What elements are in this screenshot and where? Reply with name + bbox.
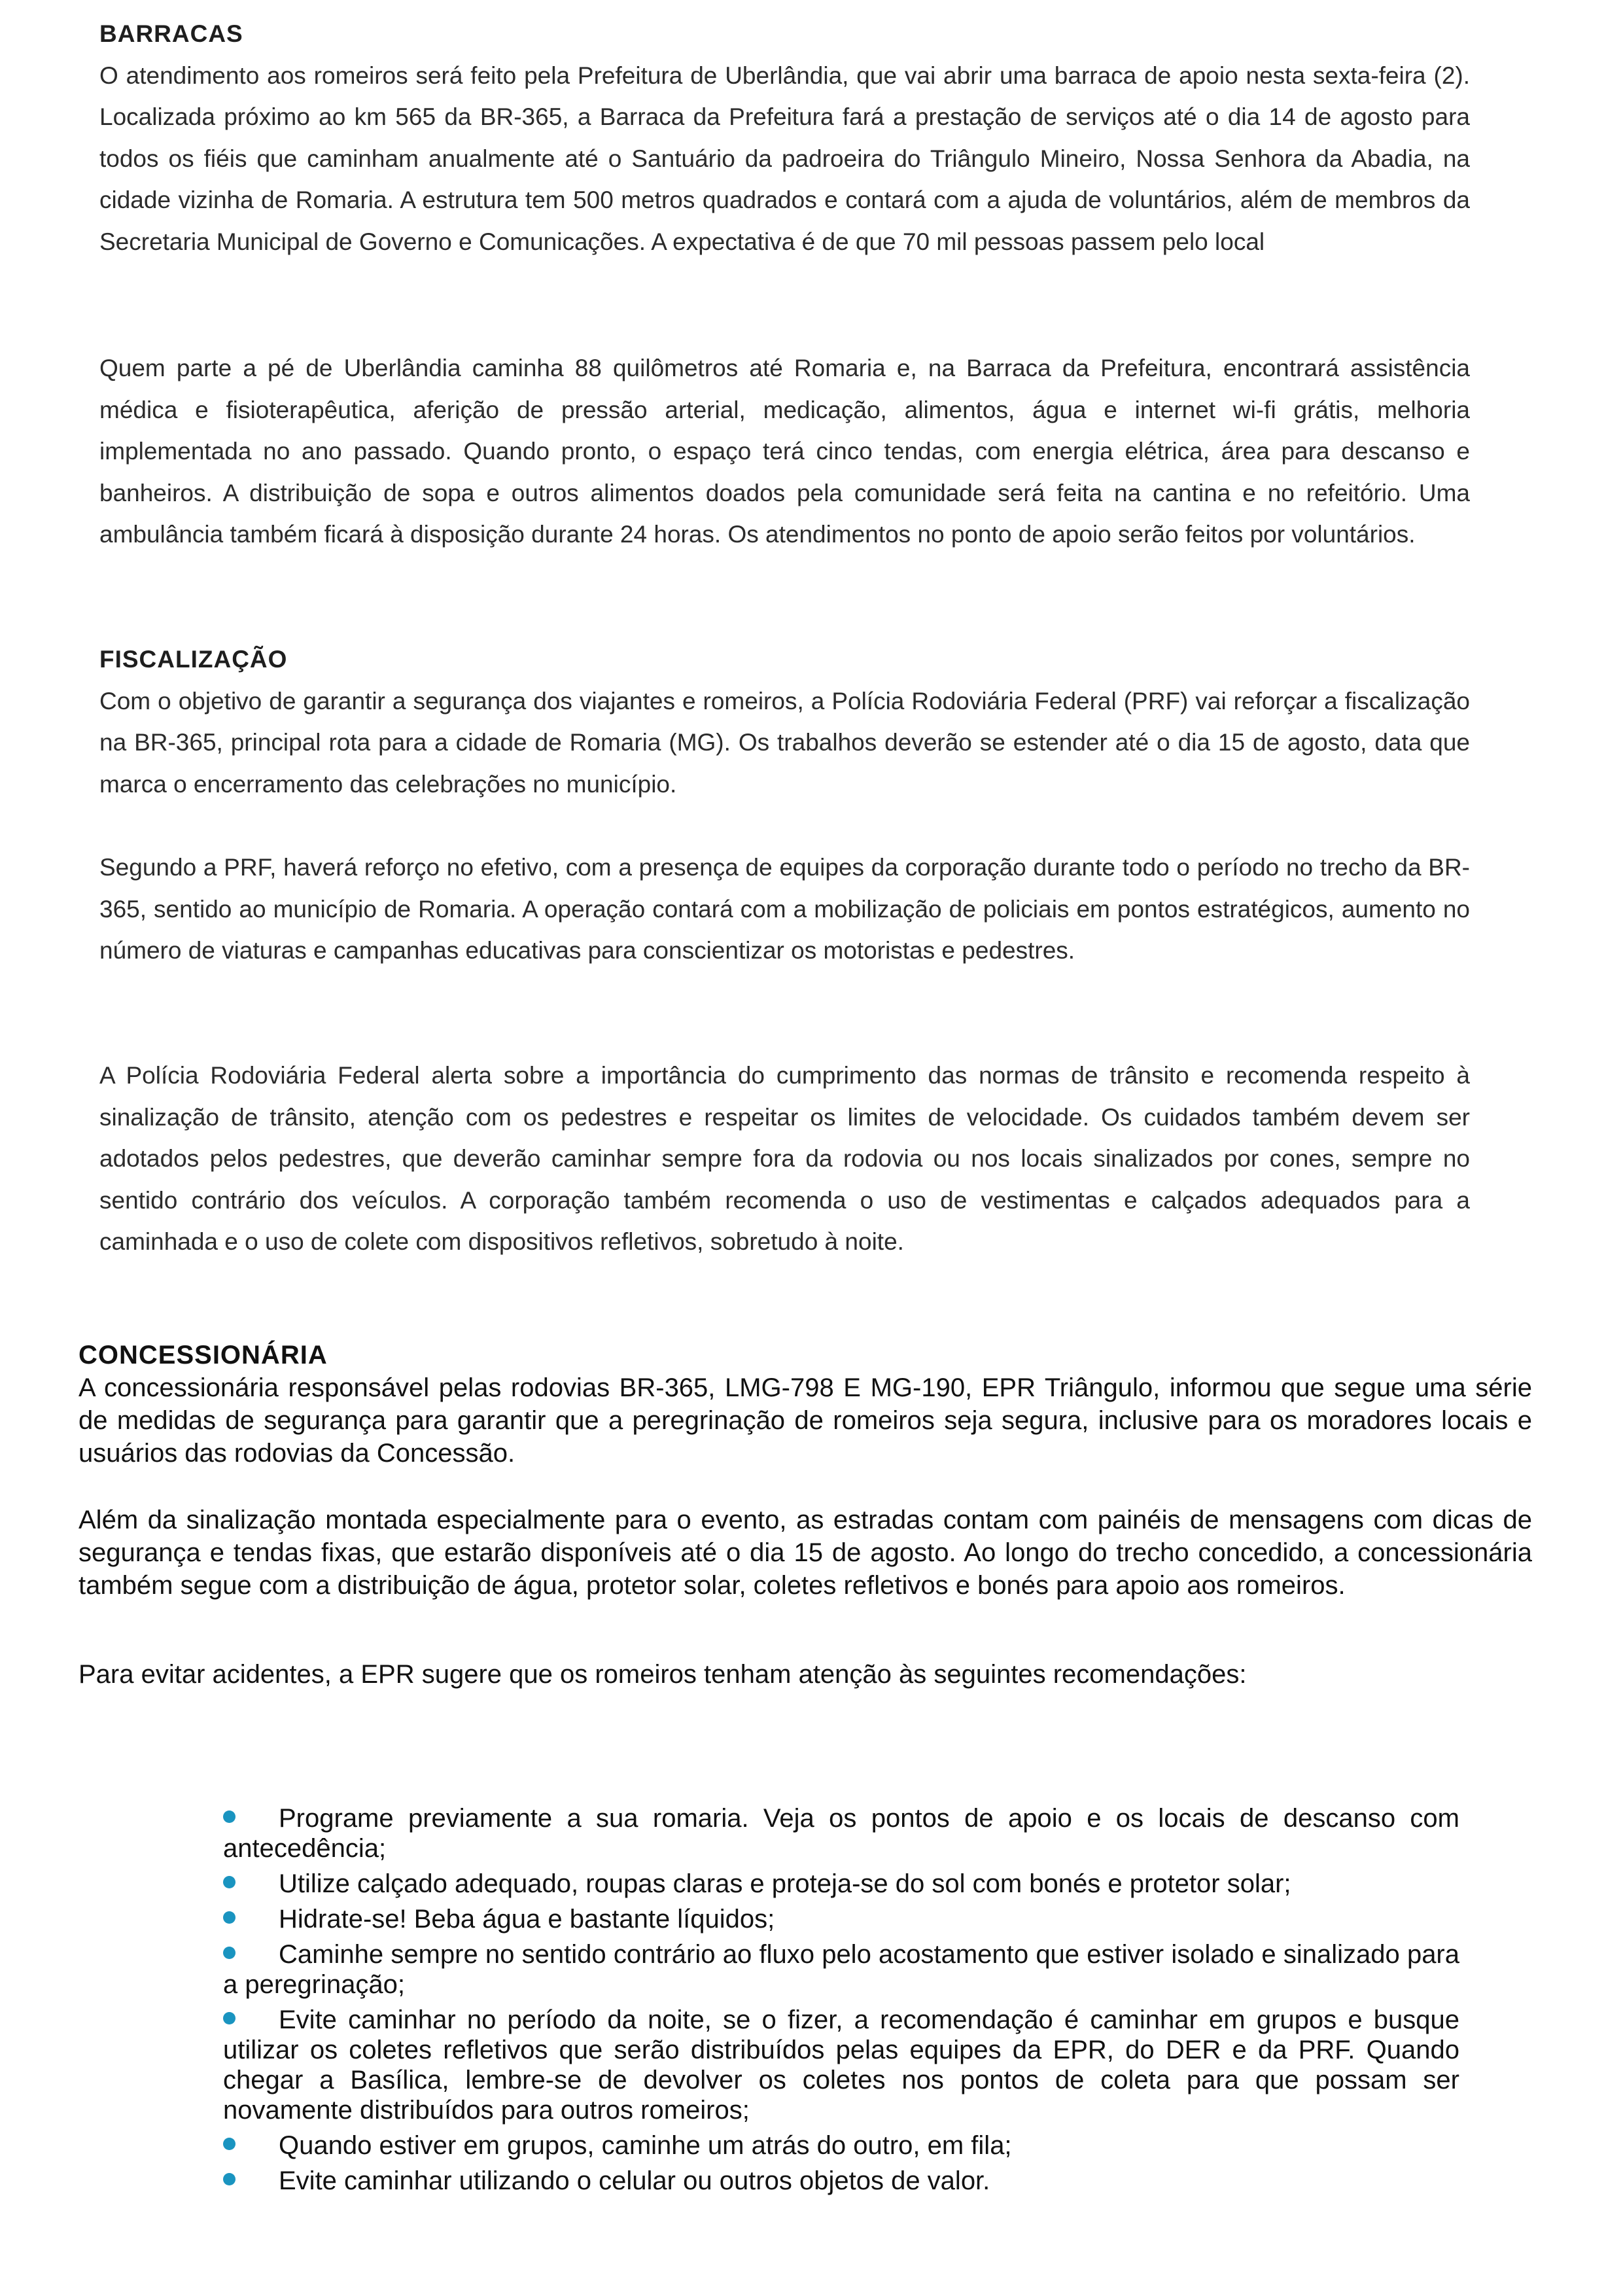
bullet-icon xyxy=(223,1810,236,1823)
list-item xyxy=(223,1904,1459,1934)
section-fiscalizacao-continued xyxy=(99,847,1470,972)
section-concessionaria xyxy=(79,1339,1532,1470)
section-heading-fiscalizacao: FISCALIZAÇÃO xyxy=(99,646,288,673)
list-item xyxy=(223,2166,1459,2196)
section-fiscalizacao xyxy=(99,639,1470,805)
list-item-text: Utilize calçado adequado, roupas claras e proteja-se do sol com bonés e protetor solar; xyxy=(279,1869,1291,1898)
list-item-text: Caminhe sempre no sentido contrário ao fluxo pelo acostamento que estiver isolado e sinalizado para a peregrinação; xyxy=(223,1940,1459,1999)
bullet-icon xyxy=(223,2138,236,2150)
paragraph: Quem parte a pé de Uberlândia caminha 88 quilômetros até Romaria e, na Barraca da Prefeitura, encontrará assistência médica e fisioterapêutica, aferição de pressão arterial, medicação, alimentos, água e internet wi-fi grátis, melhoria implementada no ano passado. Quando pronto, o espaço terá cinco tendas, com energia elétrica, área para descanso e banheiros. A distribuição de sopa e outros alimentos doados pela comunidade será feita na cantina e no refeitório. Uma ambulância também ficará à disposição durante 24 horas. Os atendimentos no ponto de apoio serão feitos por voluntários. xyxy=(99,355,1470,548)
section-barracas-continued xyxy=(99,347,1470,556)
list-item-text: Evite caminhar no período da noite, se o fizer, a recomendação é caminhar em grupos e busque utilizar os coletes refletivos que serão distribuídos pelas equipes da EPR, do DER e da PRF. Quando chegar a Basílica, lembre-se de devolver os coletes nos pontos de coleta para que possam ser novamente distribuídos para outros romeiros; xyxy=(223,2005,1459,2125)
section-barracas xyxy=(99,13,1470,262)
section-heading-barracas: BARRACAS xyxy=(99,20,243,47)
list-item xyxy=(223,1939,1459,2000)
list-item xyxy=(223,1869,1459,1899)
section-concessionaria-continued xyxy=(79,1504,1532,1602)
list-item-text: Programe previamente a sua romaria. Veja os pontos de apoio e os locais de descanso com antecedência; xyxy=(223,1804,1459,1863)
bullet-icon xyxy=(223,2173,236,2185)
paragraph: Além da sinalização montada especialmente para o evento, as estradas contam com painéis de mensagens com dicas de segurança e tendas fixas, que estarão disponíveis até o dia 15 de agosto. Ao longo do trecho concedido, a concessionária também segue com a distribuição de água, protetor solar, coletes refletivos e bonés para apoio aos romeiros. xyxy=(79,1506,1532,1600)
bullet-icon xyxy=(223,1876,236,1888)
paragraph: Para evitar acidentes, a EPR sugere que os romeiros tenham atenção às seguintes recomendações: xyxy=(79,1660,1247,1689)
bullet-icon xyxy=(223,2012,236,2024)
paragraph: A Polícia Rodoviária Federal alerta sobre a importância do cumprimento das normas de trânsito e recomenda respeito à sinalização de trânsito, atenção com os pedestres e respeitar os limites de velocidade. Os cuidados também devem ser adotados pelos pedestres, que deverão caminhar sempre fora da rodovia ou nos locais sinalizados por cones, sempre no sentido contrário dos veículos. A corporação também recomenda o uso de vestimentas e calçados adequados para a caminhada e o uso de colete com dispositivos refletivos, sobretudo à noite. xyxy=(99,1062,1470,1255)
paragraph: A concessionária responsável pelas rodovias BR-365, LMG-798 E MG-190, EPR Triângulo, informou que segue uma série de medidas de segurança para garantir que a peregrinação de romeiros seja segura, inclusive para os moradores locais e usuários das rodovias da Concessão. xyxy=(79,1373,1532,1468)
paragraph: O atendimento aos romeiros será feito pela Prefeitura de Uberlândia, que vai abrir uma barraca de apoio nesta sexta-feira (2). Localizada próximo ao km 565 da BR-365, a Barraca da Prefeitura fará a prestação de serviços até o dia 14 de agosto para todos os fiéis que caminham anualmente até o Santuário da padroeira do Triângulo Mineiro, Nossa Senhora da Abadia, na cidade vizinha de Romaria. A estrutura tem 500 metros quadrados e contará com a ajuda de voluntários, além de membros da Secretaria Municipal de Governo e Comunicações. A expectativa é de que 70 mil pessoas passem pelo local xyxy=(99,62,1470,255)
bullet-icon xyxy=(223,1947,236,1959)
section-heading-concessionaria: CONCESSIONÁRIA xyxy=(79,1341,328,1369)
paragraph: Segundo a PRF, haverá reforço no efetivo, com a presença de equipes da corporação durante todo o período no trecho da BR-365, sentido ao município de Romaria. A operação contará com a mobilização de policiais em pontos estratégicos, aumento no número de viaturas e campanhas educativas para conscientizar os motoristas e pedestres. xyxy=(99,854,1470,964)
list-item-text: Quando estiver em grupos, caminhe um atrás do outro, em fila; xyxy=(279,2131,1012,2160)
section-concessionaria-continued xyxy=(79,1658,1532,1691)
recommendations-list xyxy=(223,1803,1459,2201)
list-item xyxy=(223,2005,1459,2125)
list-item-text: Evite caminhar utilizando o celular ou outros objetos de valor. xyxy=(279,2166,990,2195)
list-item xyxy=(223,1803,1459,1863)
bullet-icon xyxy=(223,1911,236,1924)
list-item-text: Hidrate-se! Beba água e bastante líquidos; xyxy=(279,1905,775,1934)
section-fiscalizacao-continued xyxy=(99,1055,1470,1263)
list-item xyxy=(223,2130,1459,2161)
paragraph: Com o objetivo de garantir a segurança dos viajantes e romeiros, a Polícia Rodoviária Federal (PRF) vai reforçar a fiscalização na BR-365, principal rota para a cidade de Romaria (MG). Os trabalhos deverão se estender até o dia 15 de agosto, data que marca o encerramento das celebrações no município. xyxy=(99,687,1470,798)
